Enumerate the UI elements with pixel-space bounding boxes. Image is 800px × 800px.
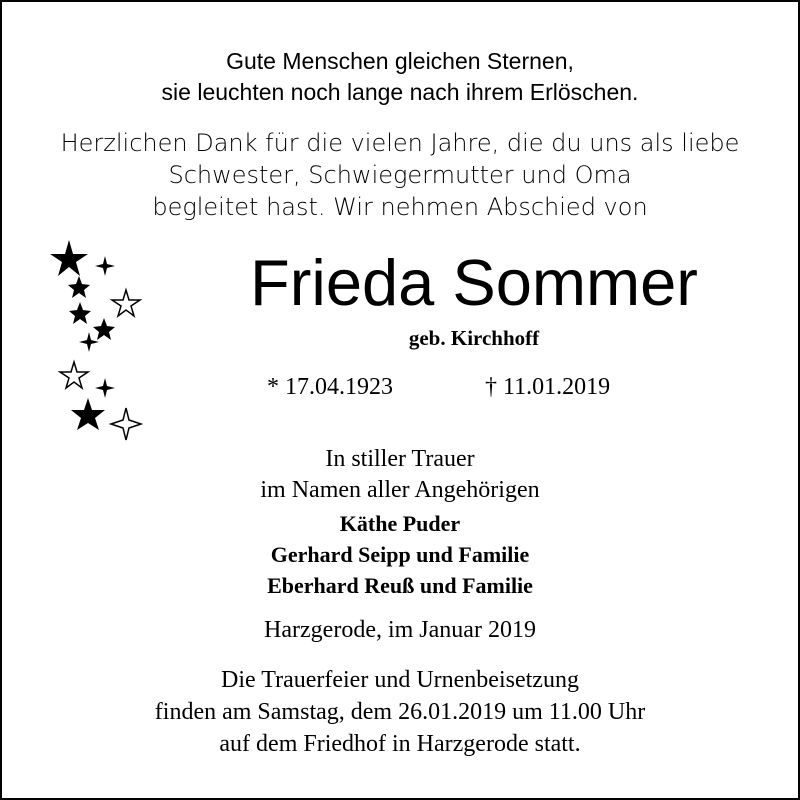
funeral-line-1: Die Trauerfeier und Urnenbeisetzung <box>221 667 579 693</box>
mourner-family: Käthe Puder <box>339 511 461 536</box>
sparkle-outline-icon <box>111 408 141 440</box>
mourners-line-2: im Namen aller Angehörigen <box>260 477 540 503</box>
star-decoration <box>50 240 141 440</box>
stars-icon <box>42 232 152 442</box>
place-date: Harzgerode, im Januar 2019 <box>264 617 536 643</box>
star-filled-icon <box>93 318 115 340</box>
star-filled-icon <box>68 276 90 298</box>
star-filled-icon <box>50 240 88 276</box>
mourner-family: Gerhard Seipp und Familie <box>270 542 530 567</box>
sparkle-icon <box>95 378 115 398</box>
sparkle-icon <box>95 256 115 276</box>
sparkle-icon <box>79 332 99 352</box>
funeral-line-3: auf dem Friedhof in Harzgerode statt. <box>219 731 581 757</box>
death-date: † 11.01.2019 <box>485 374 611 400</box>
deceased-name: Frieda Sommer <box>250 246 698 319</box>
mourner-family: Eberhard Reuß und Familie <box>267 573 533 598</box>
intro-line-2: Schwester, Schwiegermutter und Oma <box>168 161 632 189</box>
intro-line-1: Herzlichen Dank für die vielen Jahre, die du uns als liebe <box>60 129 740 157</box>
funeral-line-2: finden am Samstag, dem 26.01.2019 um 11.00 Uhr <box>154 699 646 725</box>
birth-name: geb. Kirchhoff <box>408 326 540 350</box>
star-outline-icon <box>112 290 140 316</box>
star-filled-icon <box>69 302 91 324</box>
birth-date: * 17.04.1923 <box>267 374 393 400</box>
quote-line-2: sie leuchten noch lange nach ihrem Erlöschen. <box>161 79 639 105</box>
intro-line-3: begleitet hast. Wir nehmen Abschied von <box>152 193 648 221</box>
quote-line-1: Gute Menschen gleichen Sternen, <box>226 48 574 74</box>
mourners-line-1: In stiller Trauer <box>325 446 475 472</box>
star-outline-icon <box>60 362 88 388</box>
star-filled-icon <box>71 398 105 430</box>
